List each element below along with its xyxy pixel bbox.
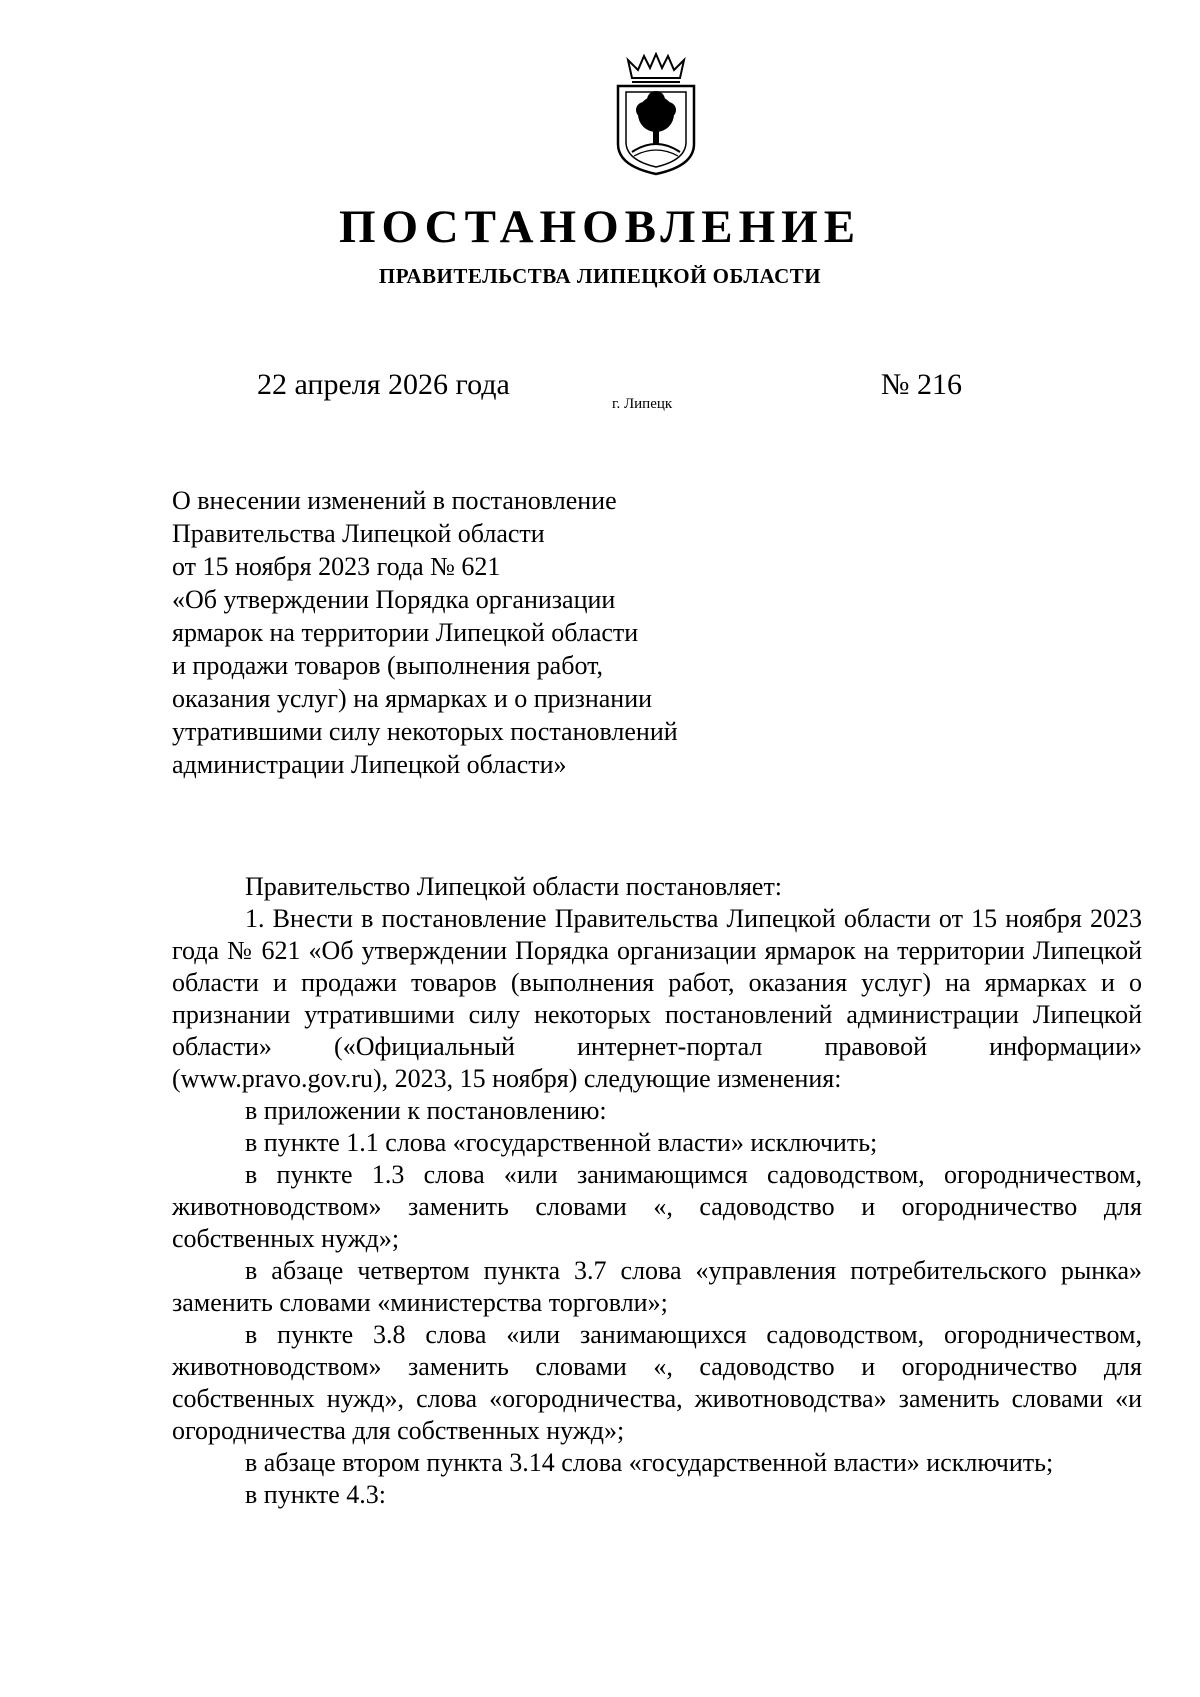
document-body: [172, 871, 1142, 1511]
body-paragraph: в абзаце четвертом пункта 3.7 слова «управления потребительского рынка» заменить словами «министерства торговли»;: [172, 1256, 1142, 1317]
subject-line: от 15 ноября 2023 года № 621: [172, 552, 501, 581]
coat-of-arms-icon: [612, 52, 700, 177]
document-date: 22 апреля 2026 года: [257, 368, 510, 401]
document-city: г. Липецк: [612, 396, 673, 412]
document-subtitle: ПРАВИТЕЛЬСТВА ЛИПЕЦКОЙ ОБЛАСТИ: [378, 264, 822, 288]
document-subject: [172, 484, 792, 781]
subject-line: О внесении изменений в постановление: [172, 486, 617, 515]
body-paragraph: в пункте 3.8 слова «или занимающихся садоводством, огородничеством, животноводством» заменить словами «, садоводство и огородничество для собственных нужд», слова «огородничества, животноводства» заменить словами «и огородничества для собственных нужд»;: [172, 1320, 1142, 1445]
subject-line: администрации Липецкой области»: [172, 750, 567, 779]
body-paragraph: Правительство Липецкой области постановляет:: [245, 872, 783, 901]
body-paragraph: 1. Внести в постановление Правительства Липецкой области от 15 ноября 2023 года № 621 «Об утверждении Порядка организации ярмарок на территории Липецкой области и продажи товаров (выполнения работ, оказания услуг) на ярмарках и о признании утратившими силу некоторых постановлений администрации Липецкой области» («Официальный интернет-портал правовой информации» (www.pravo.gov.ru), 2023, 15 ноября) следующие изменения:: [172, 904, 1142, 1093]
body-paragraph: в абзаце втором пункта 3.14 слова «государственной власти» исключить;: [245, 1448, 1054, 1477]
subject-line: и продажи товаров (выполнения работ,: [172, 651, 604, 680]
subject-line: оказания услуг) на ярмарках и о признании: [172, 684, 653, 713]
subject-line: утратившими силу некоторых постановлений: [172, 717, 678, 746]
subject-line: «Об утверждении Порядка организации: [172, 585, 616, 614]
document-number: № 216: [880, 368, 962, 401]
body-paragraph: в приложении к постановлению:: [245, 1096, 607, 1125]
document-title: ПОСТАНОВЛЕНИЕ: [338, 201, 862, 253]
body-paragraph: в пункте 4.3:: [245, 1480, 387, 1509]
body-paragraph: в пункте 1.1 слова «государственной власти» исключить;: [245, 1128, 878, 1157]
body-paragraph: в пункте 1.3 слова «или занимающимся садоводством, огородничеством, животноводством» заменить словами «, садоводство и огородничество для собственных нужд»;: [172, 1160, 1142, 1253]
subject-line: Правительства Липецкой области: [172, 519, 545, 548]
subject-line: ярмарок на территории Липецкой области: [172, 618, 639, 647]
